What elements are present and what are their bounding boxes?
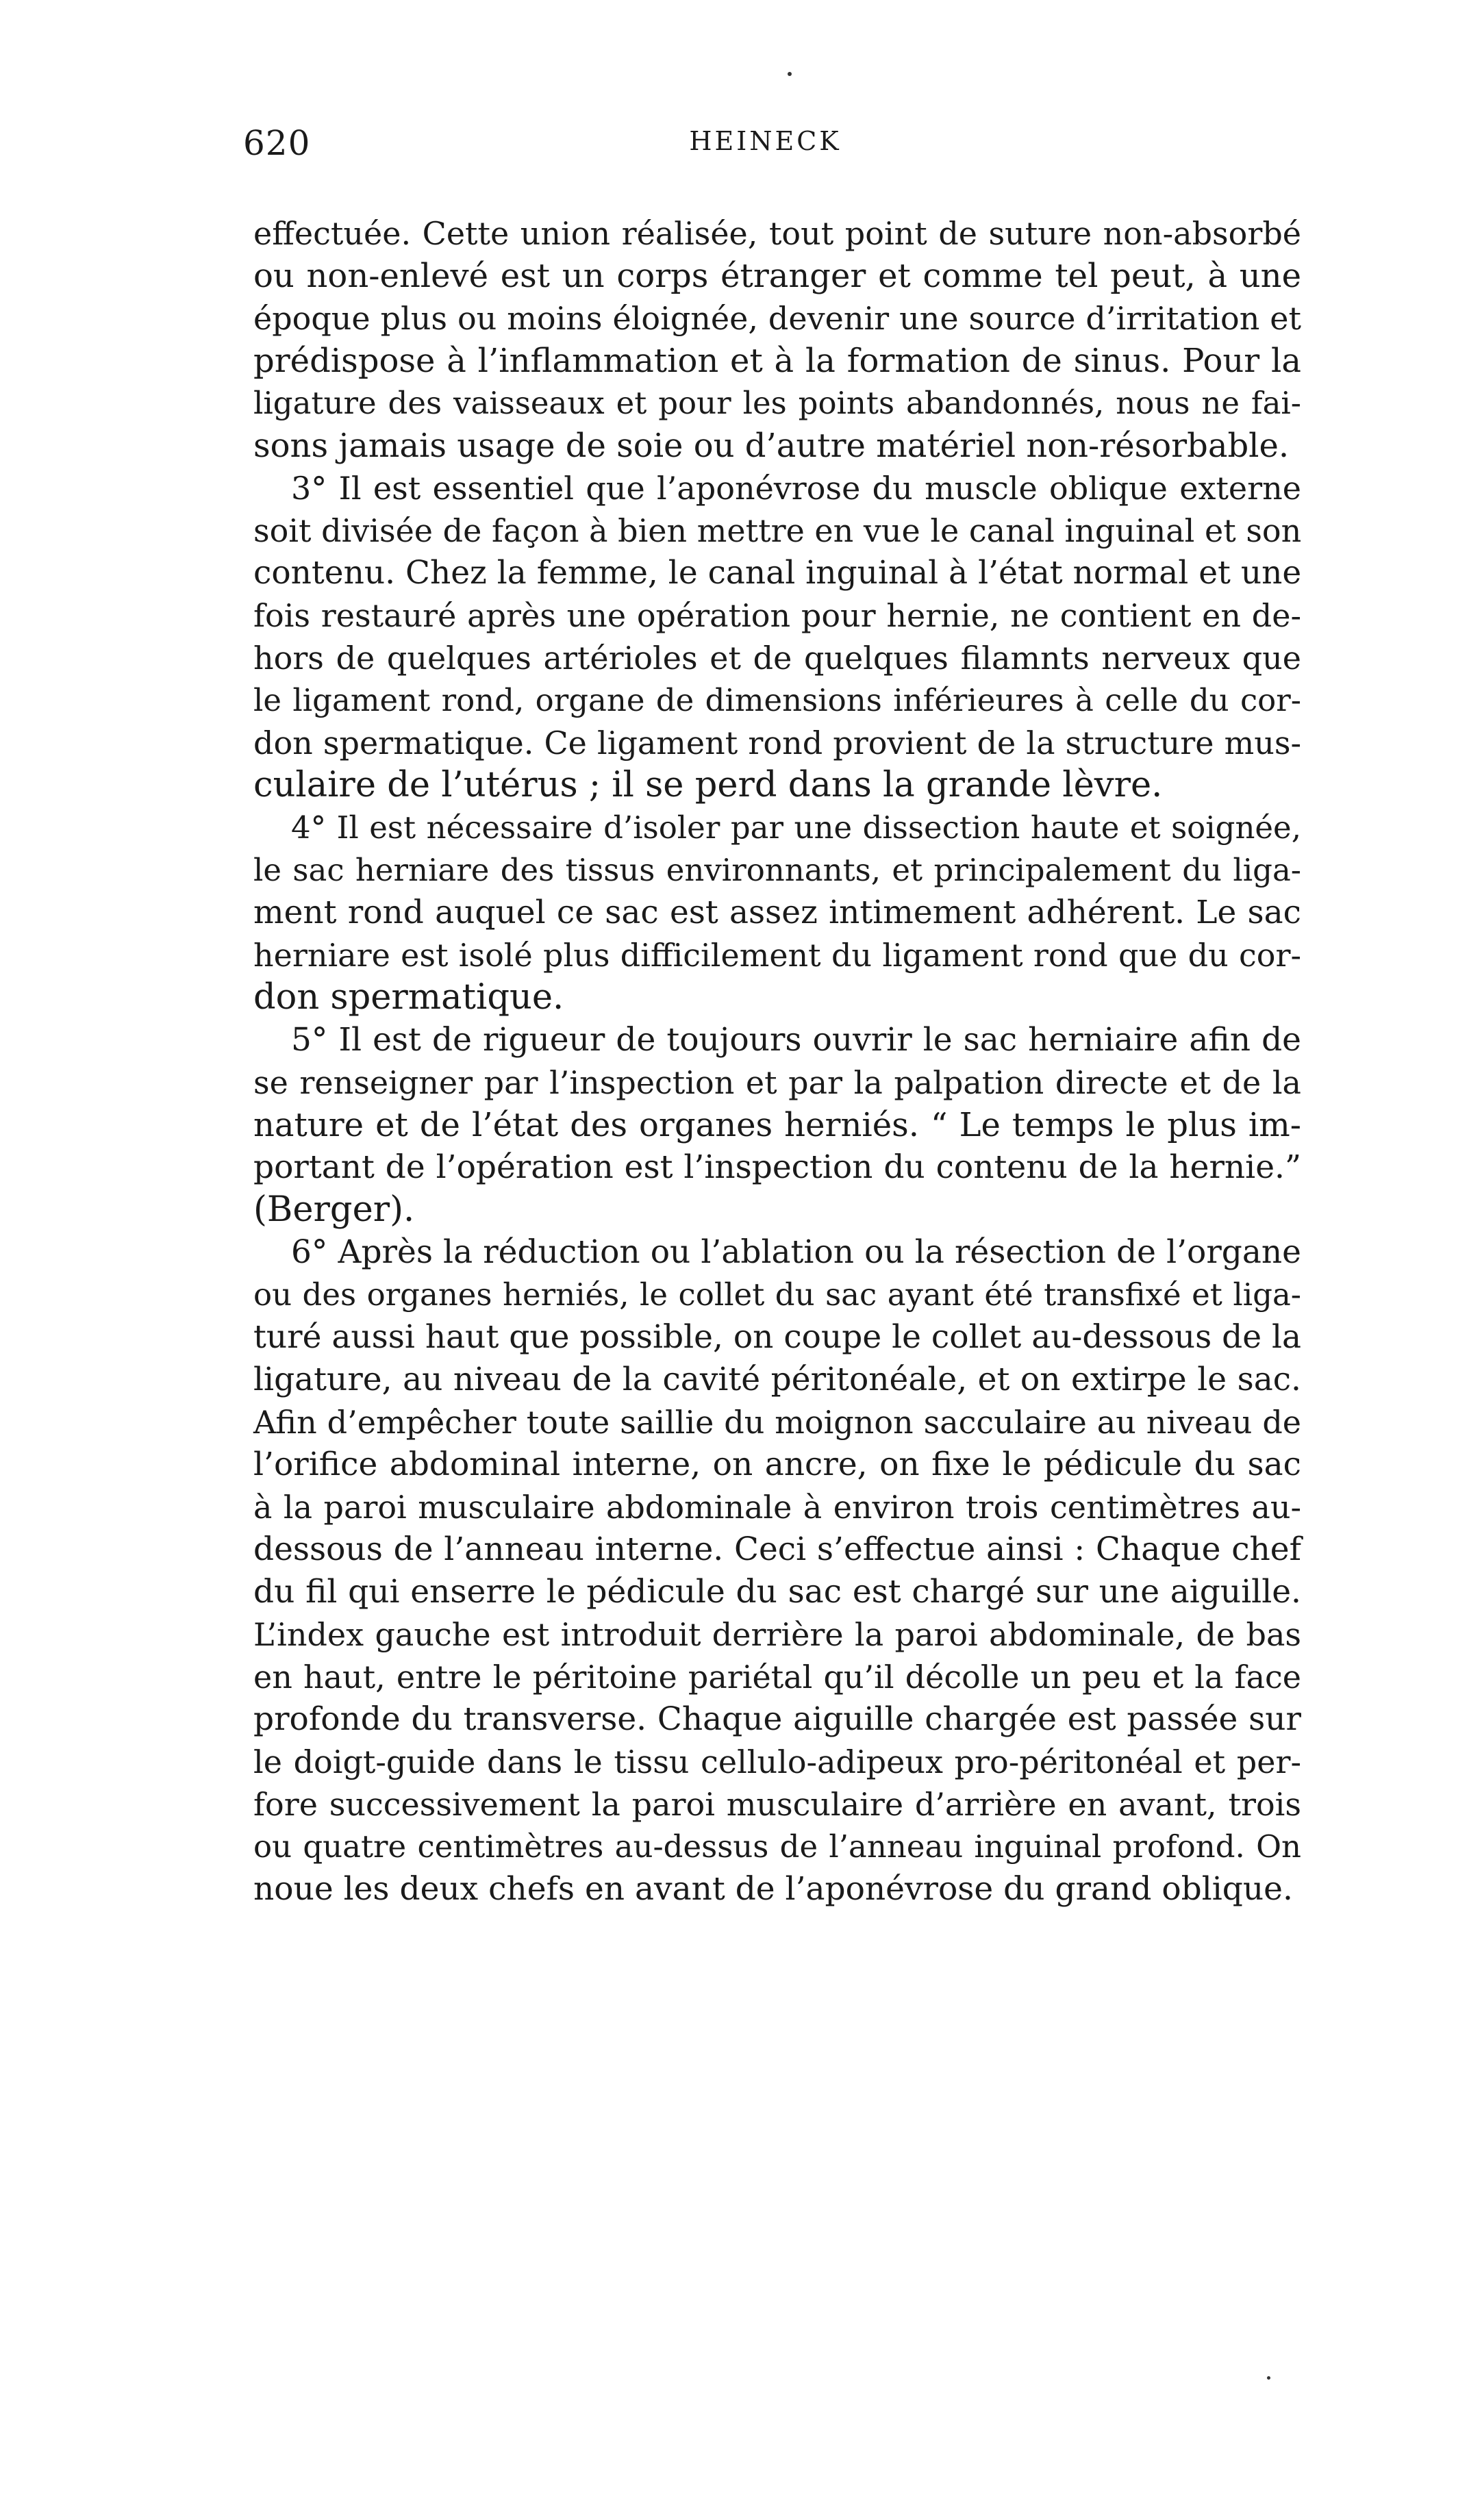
text-line: ou des organes herniés, le collet du sac ayant été transfixé et liga-	[253, 1276, 1301, 1313]
text-line: l’orifice abdominal interne, on ancre, on fixe le pédicule du sac	[253, 1446, 1301, 1483]
text-line: 6° Après la réduction ou l’ablation ou la résection de l’organe	[291, 1233, 1301, 1271]
running-head	[243, 123, 1288, 171]
body-text	[253, 212, 1301, 1911]
text-line: portant de l’opération est l’inspection du contenu de la hernie.”	[253, 1148, 1301, 1186]
text-line: Afin d’empêcher toute saillie du moignon sacculaire au niveau de	[253, 1404, 1301, 1441]
text-line: le sac herniare des tissus environnants, et principalement du liga-	[253, 852, 1301, 888]
text-line: effectuée. Cette union réalisée, tout point de suture non-absorbé	[253, 215, 1301, 252]
text-line: 4° Il est nécessaire d’isoler par une dissection haute et soignée,	[291, 809, 1301, 846]
text-line: le ligament rond, organe de dimensions inférieures à celle du cor-	[253, 682, 1301, 718]
text-line: soit divisée de façon à bien mettre en vue le canal inguinal et son	[253, 512, 1302, 549]
text-line: fore successivement la paroi musculaire d’arrière en avant, trois	[253, 1786, 1301, 1823]
text-line: le doigt-guide dans le tissu cellulo-adipeux pro-péritonéal et per-	[253, 1743, 1301, 1780]
running-title: HEINECK	[689, 126, 842, 156]
print-speck	[1267, 2376, 1270, 2380]
text-line: ou quatre centimètres au-dessus de l’anneau inguinal profond. On	[253, 1828, 1301, 1865]
text-line: ment rond auquel ce sac est assez intimement adhérent. Le sac	[253, 894, 1301, 931]
text-line: en haut, entre le péritoine pariétal qu’il décolle un peu et la face	[253, 1659, 1301, 1696]
text-line: herniare est isolé plus difficilement du ligament rond que du cor-	[253, 937, 1301, 974]
text-line: nature et de l’état des organes herniés. “ Le temps le plus im-	[253, 1106, 1301, 1144]
text-line: ou non-enlevé est un corps étranger et comme tel peut, à une	[253, 257, 1301, 295]
text-line: époque plus ou moins éloignée, devenir une source d’irritation et	[253, 300, 1301, 337]
text-line: profonde du transverse. Chaque aiguille chargée est passée sur	[253, 1700, 1301, 1738]
text-line: turé aussi haut que possible, on coupe le collet au-dessous de la	[253, 1318, 1302, 1356]
text-line: fois restauré après une opération pour hernie, ne contient en de-	[253, 597, 1301, 634]
text-line: ligature des vaisseaux et pour les points abandonnés, nous ne fai-	[253, 385, 1301, 421]
text-line: hors de quelques artérioles et de quelques filamnts nerveux que	[253, 640, 1301, 677]
text-line: dessous de l’anneau interne. Ceci s’effectue ainsi : Chaque chef	[253, 1530, 1301, 1568]
print-speck	[788, 72, 792, 76]
text-line: se renseigner par l’inspection et par la palpation directe et de la	[253, 1064, 1301, 1101]
text-line: culaire de l’utérus ; il se perd dans la grande lèvre.	[253, 765, 1163, 805]
text-line: du fil qui enserre le pédicule du sac est chargé sur une aiguille.	[253, 1573, 1301, 1611]
text-line: ligature, au niveau de la cavité péritonéale, et on extirpe le sac.	[253, 1361, 1301, 1398]
page-number: 620	[243, 123, 311, 163]
text-line: sons jamais usage de soie ou d’autre matériel non-résorbable.	[253, 427, 1290, 465]
text-line: 3° Il est essentiel que l’aponévrose du muscle oblique externe	[291, 470, 1301, 507]
text-line: (Berger).	[253, 1189, 415, 1230]
text-line: don spermatique. Ce ligament rond provient de la structure mus-	[253, 724, 1301, 761]
text-line: noue les deux chefs en avant de l’aponévrose du grand oblique.	[253, 1870, 1293, 1908]
text-line: don spermatique.	[253, 977, 564, 1018]
text-line: prédispose à l’inflammation et à la formation de sinus. Pour la	[253, 342, 1301, 380]
text-line: contenu. Chez la femme, le canal inguinal à l’état normal et une	[253, 554, 1302, 592]
text-line: à la paroi musculaire abdominale à environ trois centimètres au-	[253, 1489, 1301, 1526]
text-line: L’index gauche est introduit derrière la paroi abdominale, de bas	[253, 1616, 1301, 1653]
text-line: 5° Il est de rigueur de toujours ouvrir le sac herniaire afin de	[291, 1021, 1301, 1059]
